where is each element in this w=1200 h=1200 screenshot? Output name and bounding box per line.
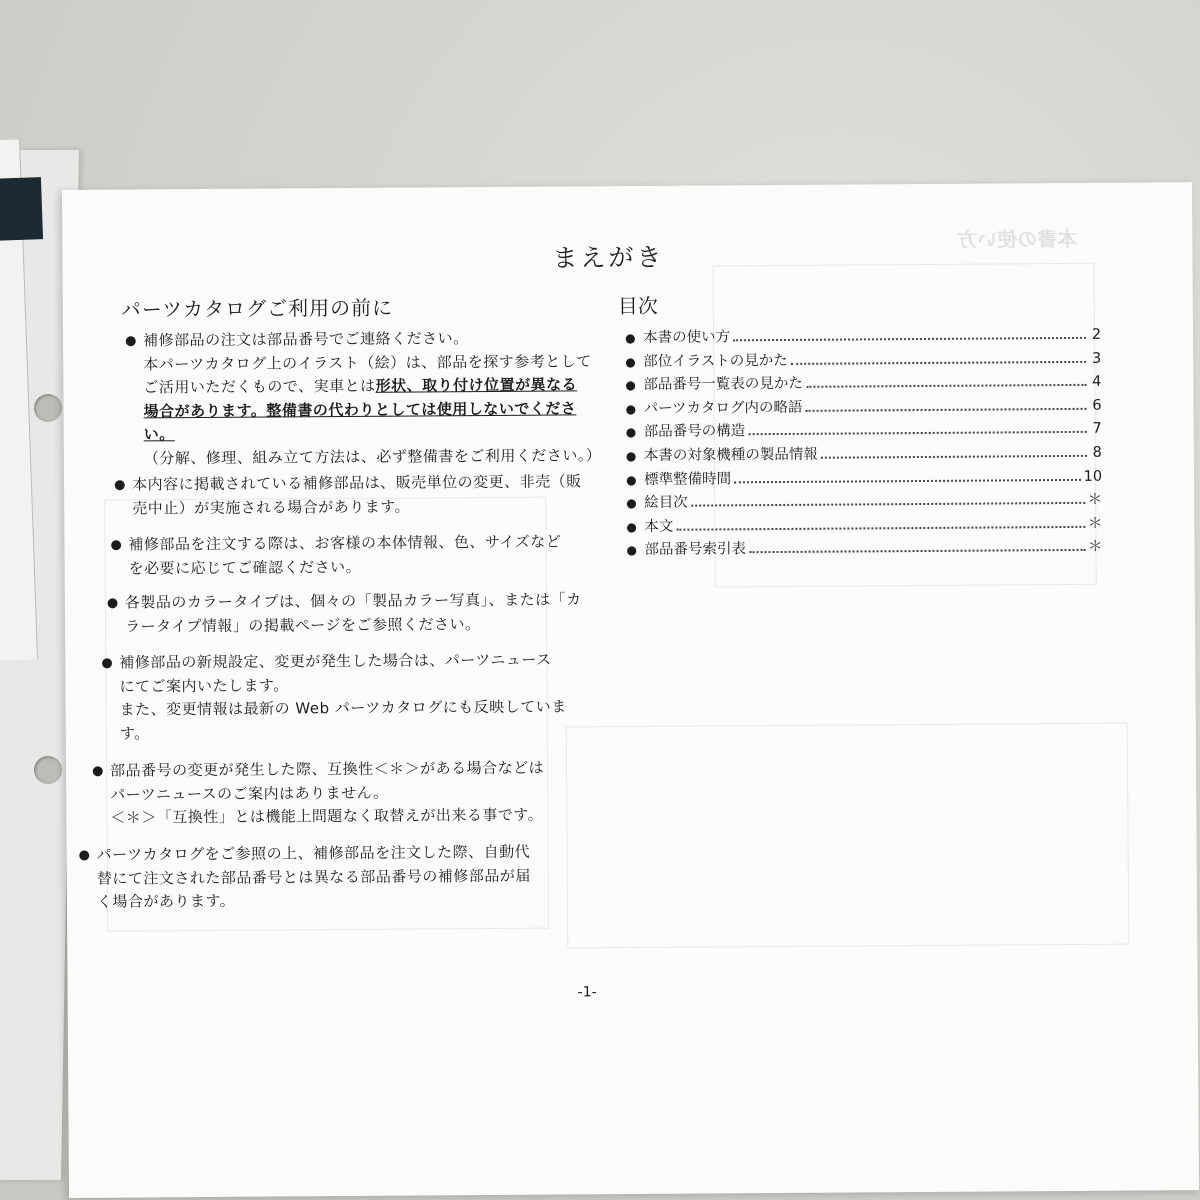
toc-page: 4 [1092,373,1102,391]
toc-label: 部位イラストの見かた [643,352,788,370]
bullet-icon: ● [625,354,636,369]
note-line: ラータイプ情報」の掲載ページをご参照ください。 [124,614,481,636]
dot-leader [733,336,1086,341]
dot-leader [734,477,1081,482]
toc-label: 部品番号索引表 [644,541,747,559]
bullet-icon: ● [110,537,123,553]
bullet-icon: ● [101,655,114,671]
cover-dark-band [0,177,43,241]
note-line [143,373,601,400]
note-line: （分解、修理、組み立て方法は、必ず整備書をご利用ください。） [143,445,602,467]
note-line: パーツカタログをご参照の上、補修部品を注文した際、自動代 [96,842,531,864]
bullet-icon: ● [626,519,637,534]
toc-page: 7 [1092,421,1102,438]
toc-page: 8 [1092,444,1102,461]
bullet-icon: ● [125,333,137,349]
note-line: また、変更情報は最新の Web パーツカタログにも反映していま [119,697,567,719]
note-5 [101,648,567,745]
note-line: にてご案内いたします。 [119,675,289,696]
toc-entry[interactable] [625,346,1101,373]
toc-entry[interactable] [626,488,1102,515]
bullet-icon: ● [625,378,636,393]
bullet-icon: ● [114,477,126,493]
toc-entry[interactable] [626,441,1102,468]
note-2 [114,470,582,520]
note-emphasis-line: 場合があります。整備書の代わりとしては使用しないでくださ [143,398,577,420]
toc-entry[interactable] [626,511,1102,538]
dot-leader [806,383,1087,388]
toc-page: 2 [1091,326,1102,343]
note-7 [78,841,531,915]
bullet-icon: ● [626,543,638,558]
dot-leader [821,454,1087,459]
toc-label: パーツカタログ内の略語 [643,399,803,417]
punch-hole-top [34,394,62,422]
note-4 [106,588,582,638]
toc-label: 絵目次 [644,494,688,512]
note-1 [125,326,602,470]
toc-page: 10 [1083,468,1103,485]
note-line: 売中止）が実施される場合があります。 [132,497,411,518]
page-title: まえがき [552,242,665,273]
toc-page: ＊ [1087,515,1103,532]
toc-label: 部品番号一覧表の見かた [643,376,803,394]
toc-entry[interactable] [626,535,1102,562]
note-line: ＜＊＞「互換性」とは機能上問題なく取替えが出来る事です。 [110,805,544,827]
toc-label: 部品番号の構造 [643,423,746,441]
bullet-icon: ● [626,496,637,511]
toc-page: 6 [1092,397,1102,414]
dot-leader [691,501,1085,507]
note-line: 替にて注文された部品番号とは異なる部品番号の補修部品が届 [96,866,531,888]
bullet-icon: ● [625,448,637,464]
toc-entry[interactable] [625,370,1101,397]
bleed-through-table [566,723,1130,949]
note-line: 本内容に掲載されている補修部品は、販売単位の変更、非売（販 [131,472,582,494]
toc-label: 本書の使い方 [642,329,731,346]
section-heading-usage: パーツカタログご利用の前に [120,295,394,322]
note-6 [92,757,545,831]
toc-label: 本文 [644,518,674,535]
toc-entry[interactable] [626,464,1102,491]
toc-label: 標準整備時間 [643,470,732,488]
note-emphasis: 形状、取り付け位置が異なる [375,375,578,395]
toc-page: 3 [1091,350,1102,367]
toc-entry[interactable] [625,323,1101,350]
bullet-icon: ● [92,763,104,779]
note-line: を必要に応じてご確認ください。 [128,557,362,578]
bullet-icon: ● [625,401,637,416]
bullet-icon: ● [106,595,119,611]
note-3 [110,531,562,581]
note-line: 補修部品の新規設定、変更が発生した場合は、パーツニュース [119,650,552,672]
note-line: 部品番号の変更が発生した際、互換性＜＊＞がある場合などは [109,758,545,780]
dot-leader [676,525,1085,531]
bleed-through-heading: 本書の使い方 [957,226,1078,252]
catalog-page [62,182,1199,1198]
toc-page: ＊ [1087,491,1103,509]
dot-leader [805,407,1086,412]
toc-page: ＊ [1087,539,1103,556]
note-line: す。 [119,723,150,743]
note-line: 本パーツカタログ上のイラスト（絵）は、部品を探す参考として [143,351,592,373]
page-number: -1- [577,984,597,1001]
toc-heading: 目次 [617,293,658,319]
note-line: く場合があります。 [96,891,236,911]
table-of-contents [625,323,1103,562]
note-line: 補修部品を注文する際は、お客様の本体情報、色、サイズなど [128,532,562,554]
bullet-icon: ● [624,330,636,346]
bullet-icon: ● [625,425,637,440]
bullet-icon: ● [625,472,637,487]
note-line: 補修部品の注文は部品番号でご連絡ください。 [142,329,469,350]
dot-leader [791,359,1086,364]
bullet-icon: ● [78,847,91,863]
toc-label: 本書の対象機種の製品情報 [643,446,818,464]
dot-leader [748,430,1087,435]
toc-entry[interactable] [626,417,1102,444]
note-line: パーツニュースのご案内はありません。 [110,783,389,804]
note-emphasis-line: い。 [143,425,175,444]
toc-entry[interactable] [625,394,1101,421]
dot-leader [749,548,1085,553]
note-text: ご活用いただくもので、実車とは [143,376,376,397]
punch-hole-bottom [34,756,62,784]
note-line: 各製品のカラータイプは、個々の「製品カラー写真」、または「カ [124,590,582,612]
